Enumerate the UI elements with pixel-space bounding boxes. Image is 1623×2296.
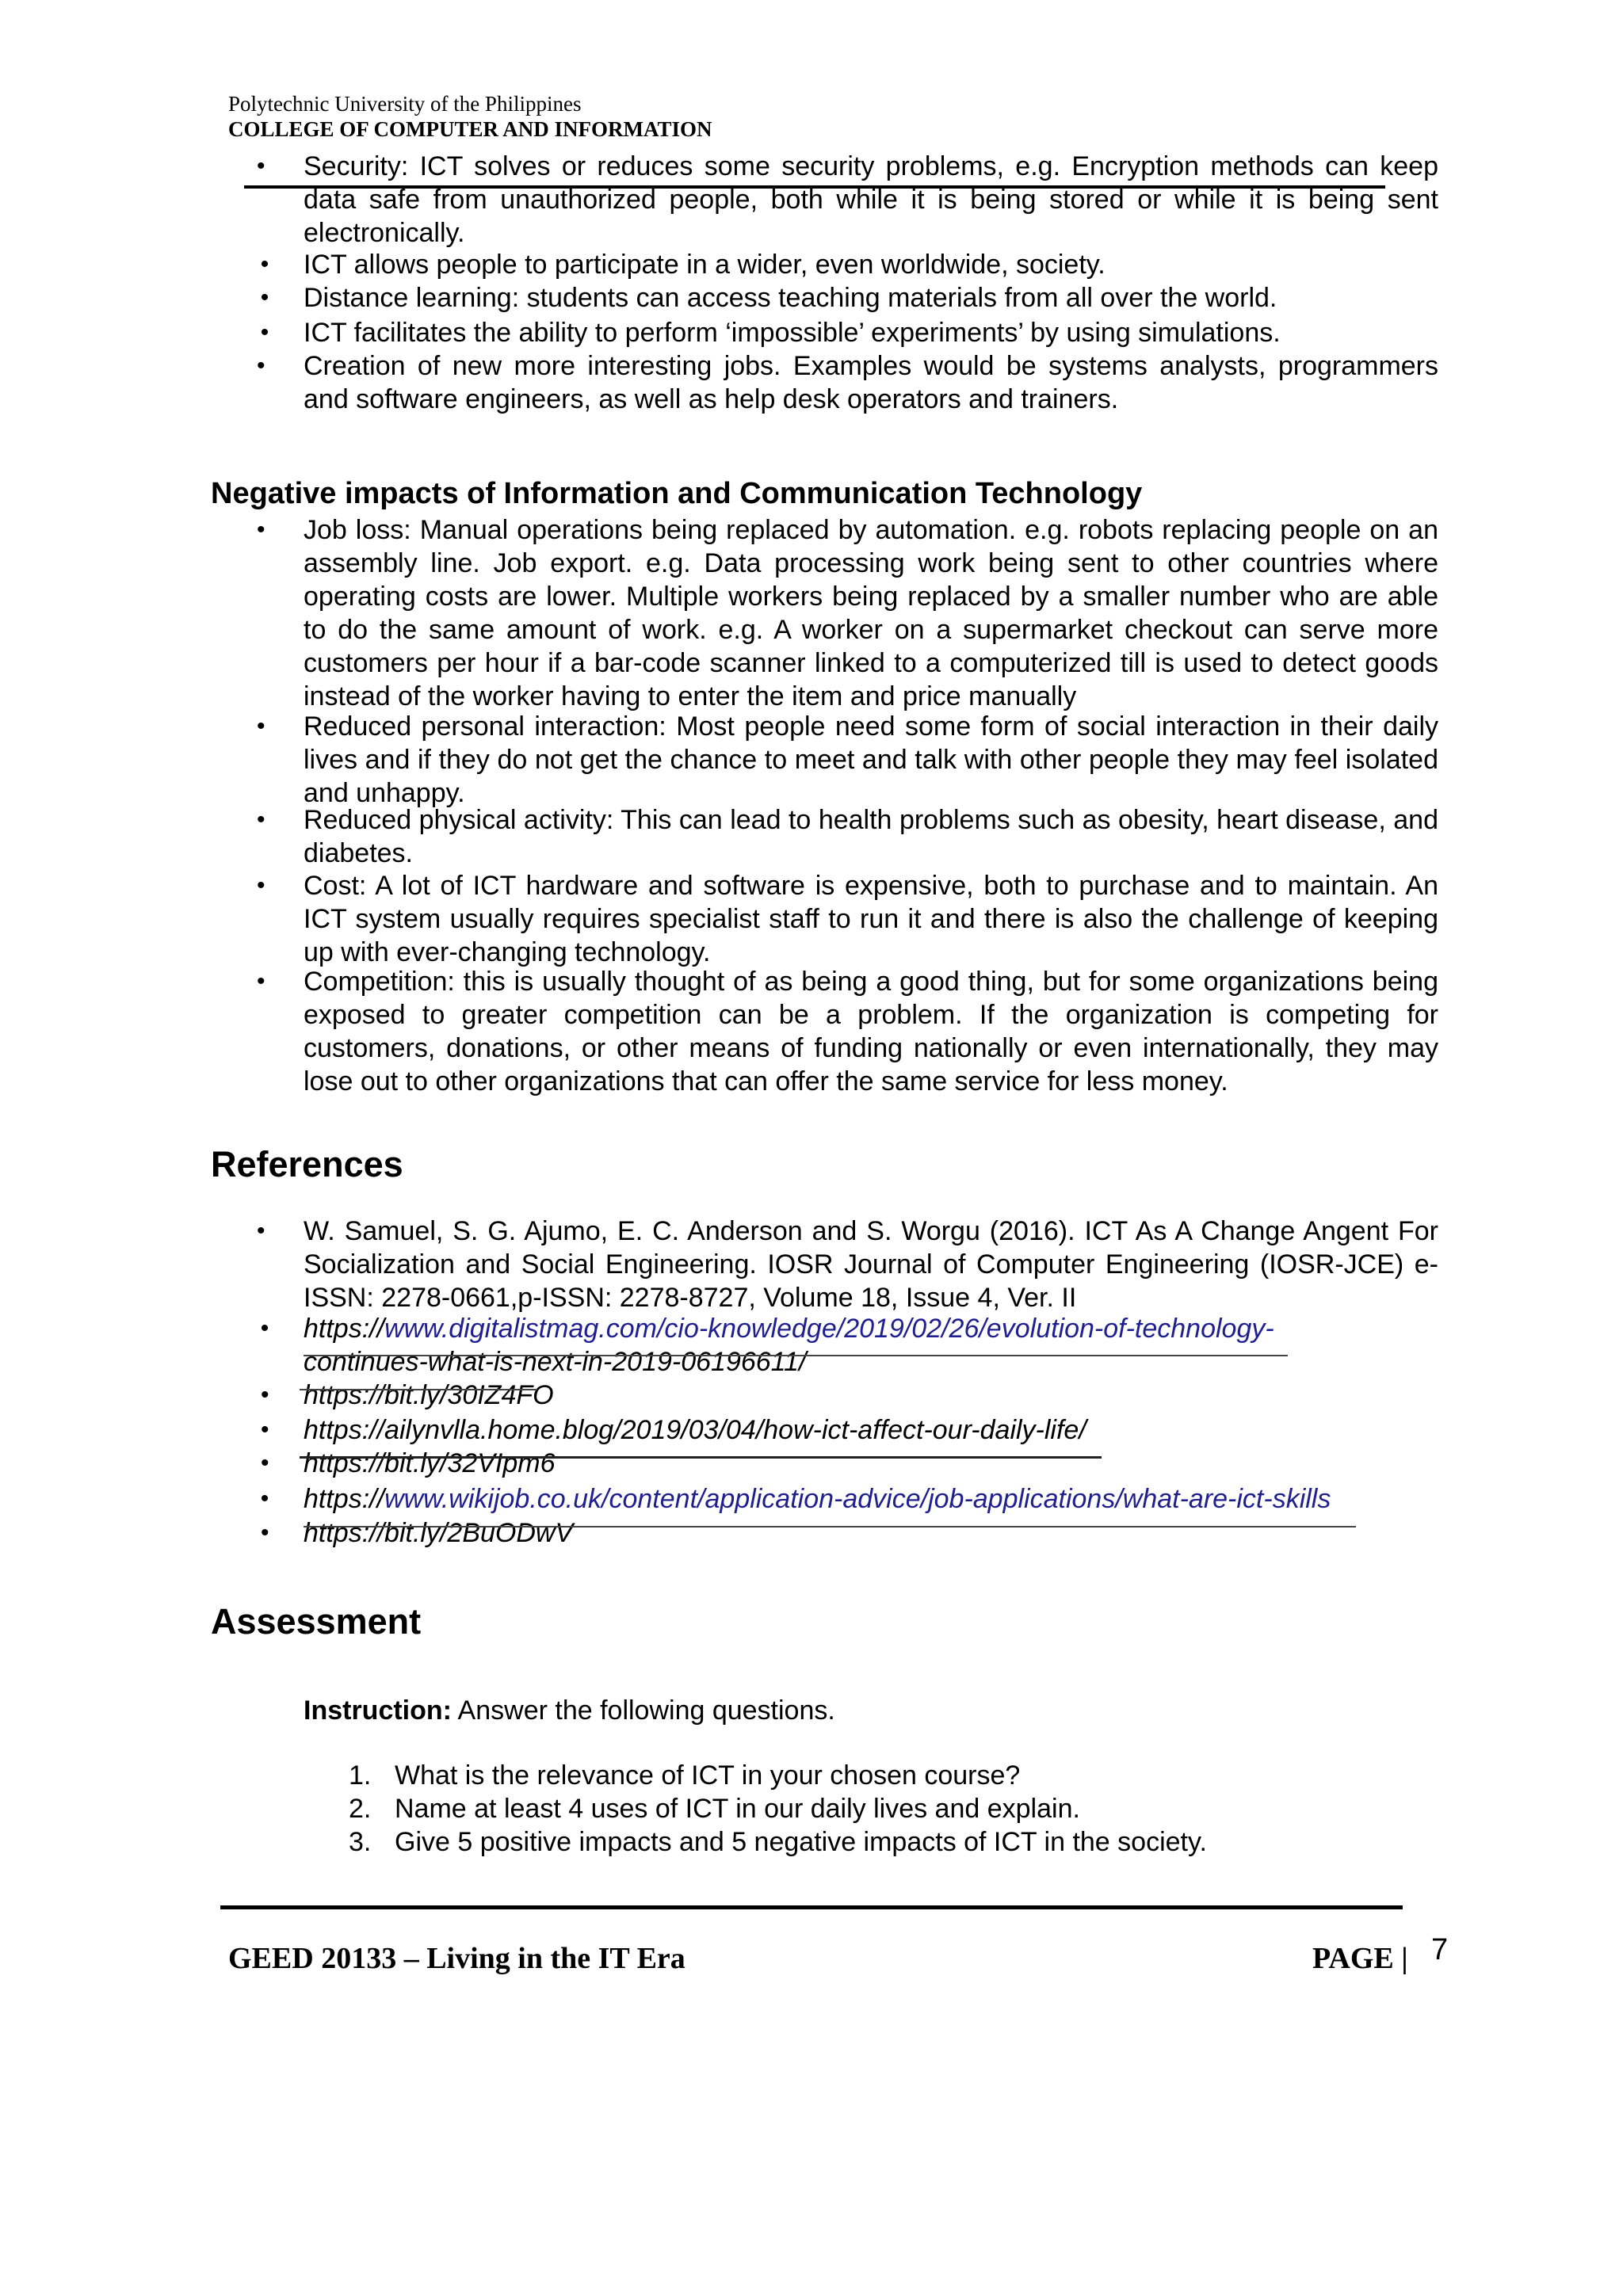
link-underline xyxy=(304,1526,1356,1527)
bullet-icon: • xyxy=(260,1486,269,1512)
reference-link[interactable]: • https://bit.ly/2BuODwV xyxy=(304,1516,1438,1550)
bullet-icon: • xyxy=(260,284,269,311)
bullet-icon: • xyxy=(257,153,265,179)
reference-link[interactable]: • https://www.wikijob.co.uk/content/application-advice/job-applications/what-are-ict-skills xyxy=(304,1482,1438,1516)
reference-link[interactable]: • https://www.digitalistmag.com/cio-knowledge/2019/02/26/evolution-of-technology- continues-what-is-next-in-2019-06196611/ xyxy=(304,1312,1438,1379)
reference-link[interactable]: • https://bit.ly/30IZ4FO xyxy=(304,1379,1438,1412)
list-item: • Reduced personal interaction: Most people need some form of social interaction in their daily lives and if they do not get the chance to meet and talk with other people they may feel isolated and unhappy. xyxy=(257,711,1438,808)
page-number: 7 xyxy=(1431,1933,1449,1966)
list-item: • ICT allows people to participate in a wider, even worldwide, society. xyxy=(304,248,1438,281)
bullet-icon: • xyxy=(257,807,265,833)
bullet-icon: • xyxy=(257,713,265,739)
assessment-heading: Assessment xyxy=(211,1601,422,1642)
instruction xyxy=(304,1695,835,1726)
instruction-text: Answer the following questions. xyxy=(451,1695,835,1726)
list-item: • Cost: A lot of ICT hardware and software is expensive, both to purchase and to maintain. An ICT system usually requires specialist staff to run it and there is also the challenge of keeping up with ever-changing technology. xyxy=(257,871,1438,967)
bullet-icon: • xyxy=(260,1520,269,1546)
link-underline xyxy=(300,1389,537,1390)
list-item: • Competition: this is usually thought of as being a good thing, but for some organizations being exposed to greater competition can be a problem. If the organization is competing for customers, donations, or other means of funding nationally or even internationally, they may lose out to other organizations that can offer the same service for less money. xyxy=(257,967,1438,1097)
question-item: 2. Name at least 4 uses of ICT in our daily lives and explain. xyxy=(349,1794,1080,1824)
bullet-icon: • xyxy=(257,1218,265,1244)
references-heading: References xyxy=(211,1144,403,1184)
link-underline xyxy=(300,1456,1102,1459)
bullet-icon: • xyxy=(260,251,269,277)
header-college: COLLEGE OF COMPUTER AND INFORMATION xyxy=(228,117,712,141)
bullet-icon: • xyxy=(260,1450,269,1476)
list-item: • Security: ICT solves or reduces some security problems, e.g. Encryption methods can keep data safe from unauthorized people, both while it is being stored or while it is being sent electronically. xyxy=(257,151,1438,248)
link-underline xyxy=(304,1355,1288,1356)
list-item: • ICT facilitates the ability to perform ‘impossible’ experiments’ by using simulations. xyxy=(304,316,1438,349)
question-item: 1. What is the relevance of ICT in your chosen course? xyxy=(349,1760,1021,1791)
bullet-icon: • xyxy=(260,1315,269,1341)
footer-course: GEED 20133 – Living in the IT Era xyxy=(228,1942,685,1975)
footer-page-label: PAGE | xyxy=(1312,1942,1408,1975)
reference-link[interactable]: • https://ailynvlla.home.blog/2019/03/04/how-ict-affect-our-daily-life/ xyxy=(304,1413,1438,1447)
reference-citation: • W. Samuel, S. G. Ajumo, E. C. Anderson and S. Worgu (2016). ICT As A Change Angent For Socialization and Social Engineering. IOSR Journal of Computer Engineering (IOSR-JCE) e-ISSN: 2278-0661,p-ISSN: 2278-8727, Volume 18, Issue 4, Ver. II xyxy=(257,1216,1438,1313)
bullet-icon: • xyxy=(257,872,265,898)
reference-link[interactable]: • https://bit.ly/32VIpm6 xyxy=(304,1447,1438,1480)
negative-impacts-heading: Negative impacts of Information and Communication Technology xyxy=(211,477,1143,510)
bullet-icon: • xyxy=(260,1417,269,1443)
list-item: • Distance learning: students can access teaching materials from all over the world. xyxy=(304,281,1438,315)
bullet-icon: • xyxy=(260,319,269,345)
question-item: 3. Give 5 positive impacts and 5 negative impacts of ICT in the society. xyxy=(349,1827,1207,1857)
footer-rule xyxy=(220,1905,1403,1909)
bullet-icon: • xyxy=(257,968,265,994)
list-item: • Reduced physical activity: This can lead to health problems such as obesity, heart disease, and diabetes. xyxy=(257,805,1438,868)
list-item: • Creation of new more interesting jobs. Examples would be systems analysts, programmers and software engineers, as well as help desk operators and trainers. xyxy=(257,351,1438,414)
bullet-icon: • xyxy=(257,517,265,543)
list-item: • Job loss: Manual operations being replaced by automation. e.g. robots replacing people on an assembly line. Job export. e.g. Data processing work being sent to other countries where operating costs are lower. Multiple workers being replaced by a smaller number who are able to do the same amount of work. e.g. A worker on a supermarket checkout can serve more customers per hour if a bar-code scanner linked to a computerized till is used to detect goods instead of the worker having to enter the item and price manually xyxy=(257,515,1438,711)
instruction-label: Instruction: xyxy=(304,1695,452,1726)
bullet-icon: • xyxy=(257,353,265,379)
bullet-icon: • xyxy=(260,1382,269,1408)
header-university: Polytechnic University of the Philippines xyxy=(228,92,582,116)
